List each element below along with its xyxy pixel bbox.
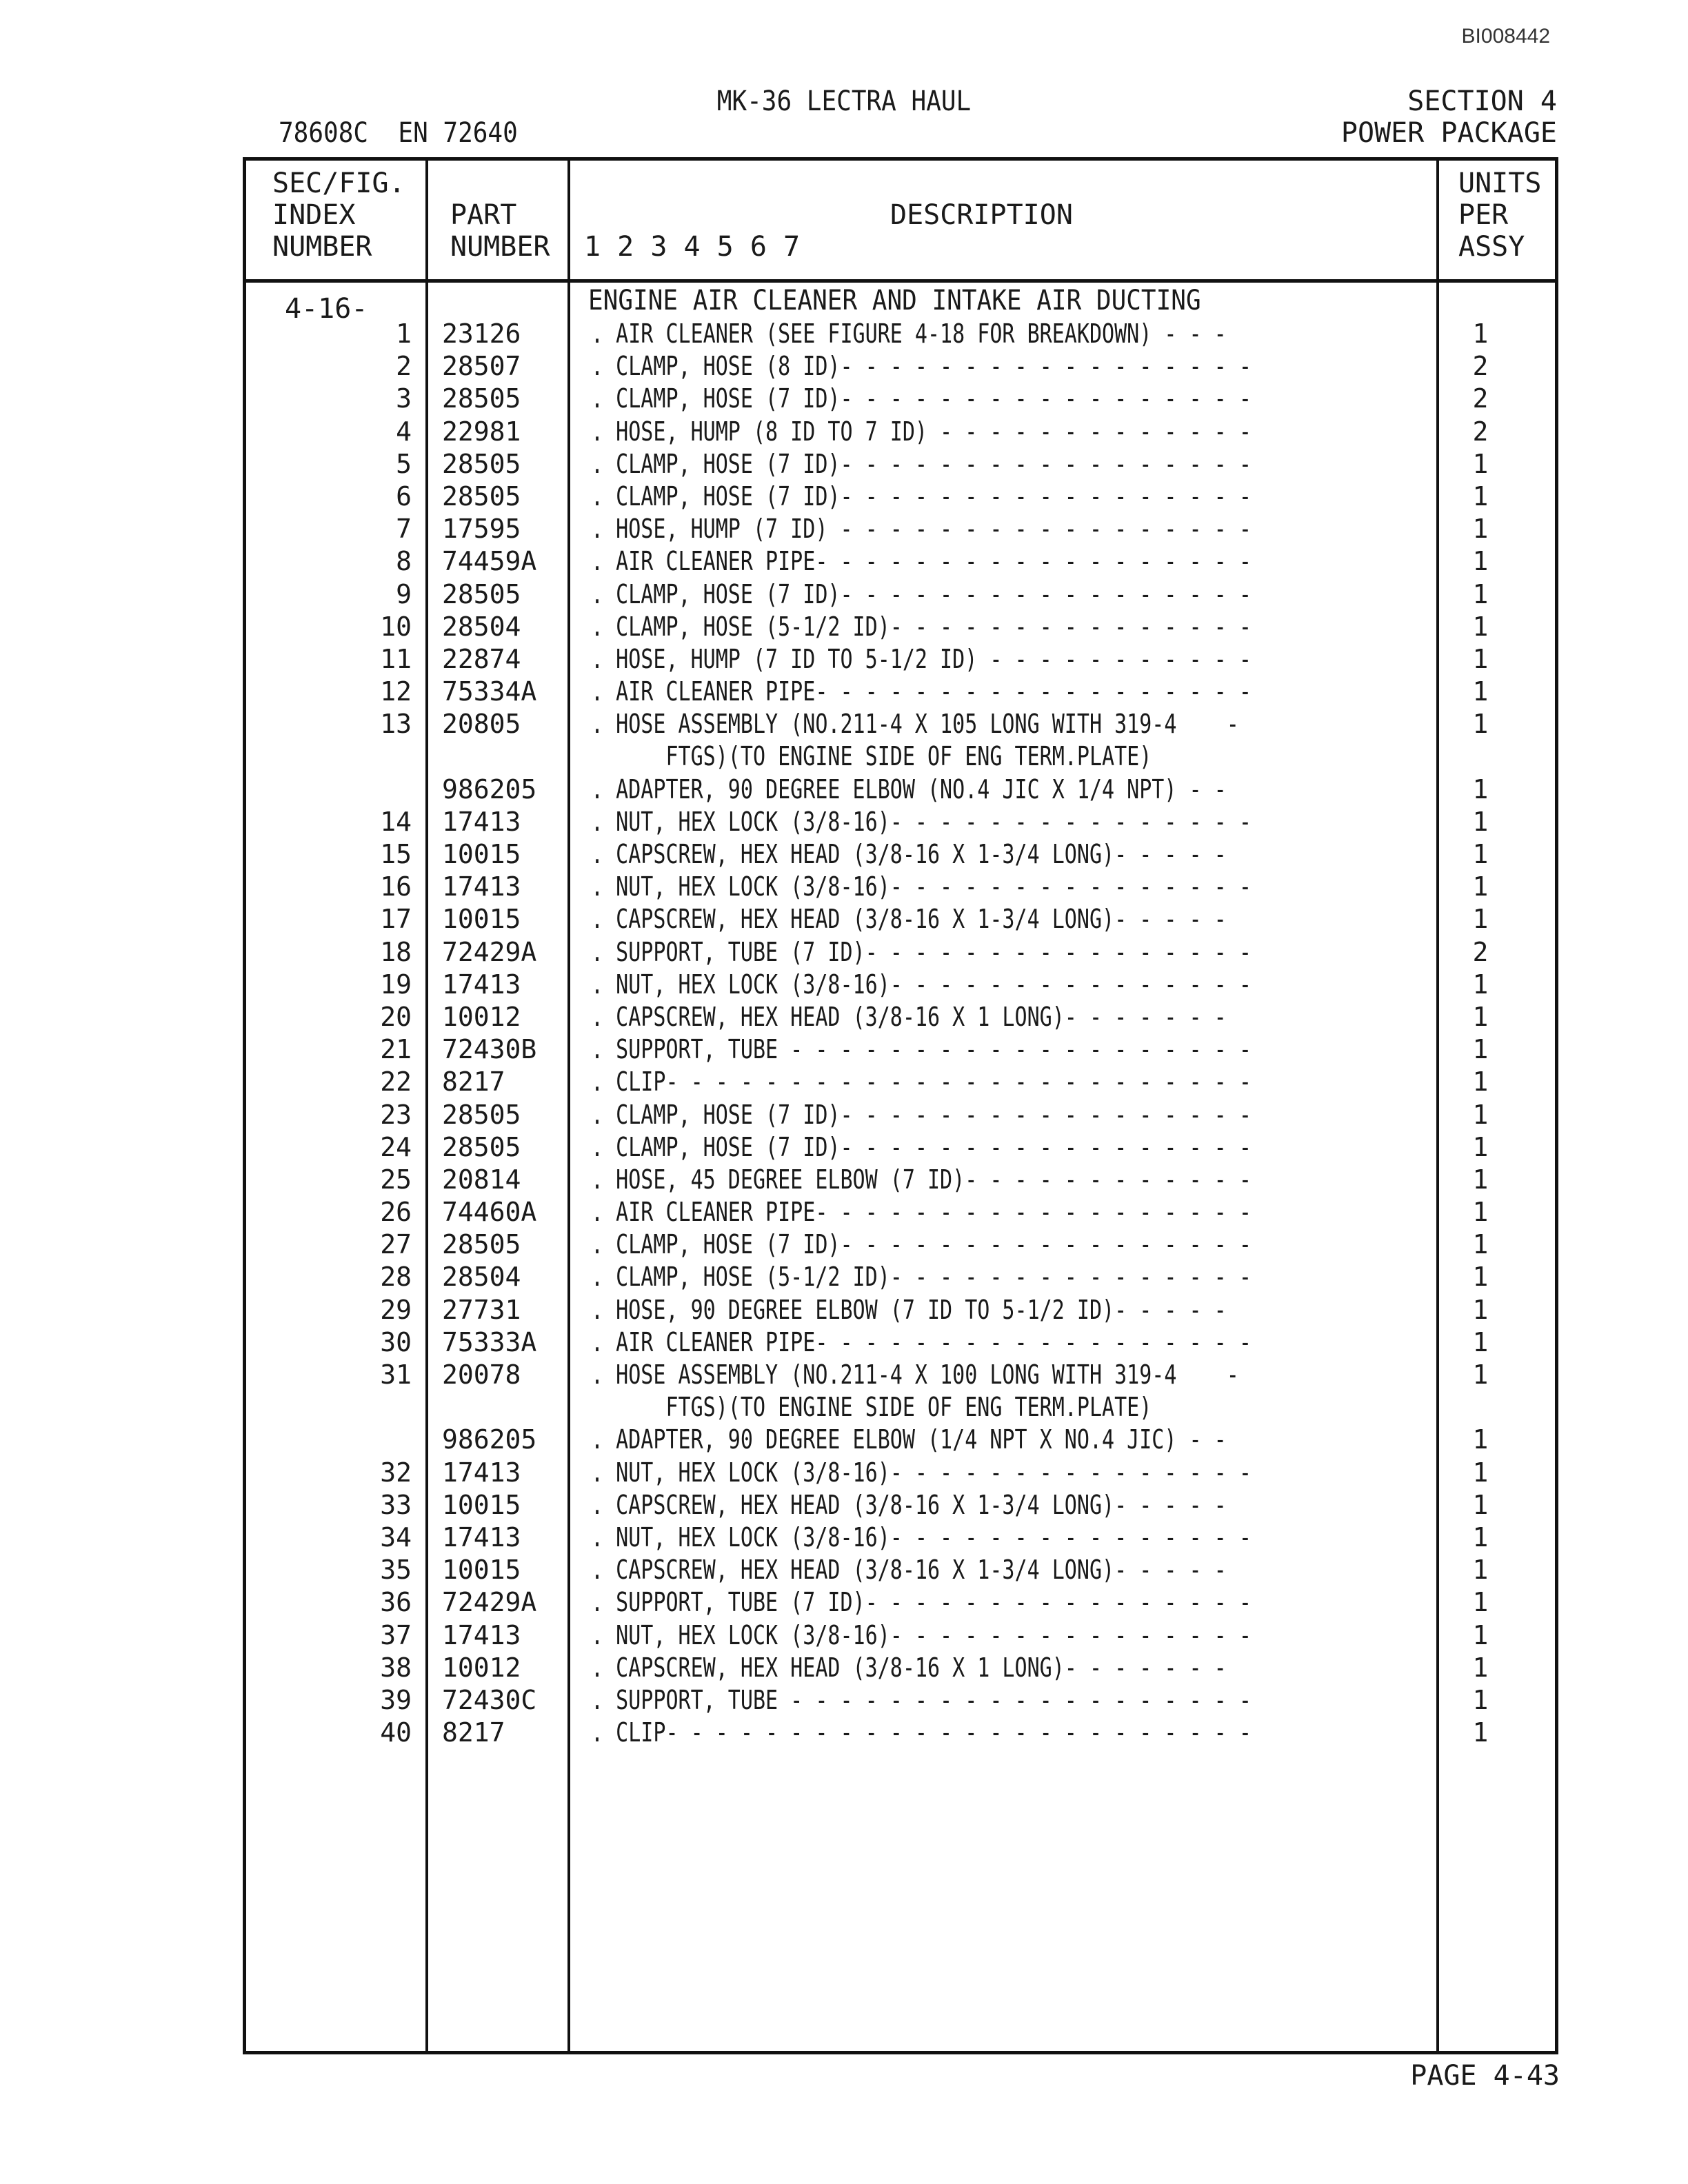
part-number: 17413 xyxy=(442,1619,521,1650)
table-row xyxy=(246,1261,1555,1293)
index-number: 19 xyxy=(380,969,412,1000)
table-row xyxy=(246,383,1555,415)
part-number: 17413 xyxy=(442,806,521,837)
table-row xyxy=(246,643,1555,676)
description: . CLAMP, HOSE (7 ID)- - - - - - - - - - - - - - - - - xyxy=(591,448,1252,479)
units-per-assy: 1 xyxy=(1472,709,1489,740)
part-number: 75333A xyxy=(442,1326,537,1357)
page-number: PAGE 4-43 xyxy=(1410,2060,1560,2092)
part-number: 22981 xyxy=(442,416,521,447)
units-per-assy: 1 xyxy=(1472,806,1489,837)
index-number: 20 xyxy=(380,1001,412,1032)
index-number: 2 xyxy=(396,351,412,382)
description: . CAPSCREW, HEX HEAD (3/8-16 X 1-3/4 LONG)- - - - - xyxy=(591,1555,1227,1586)
table-row xyxy=(246,871,1555,903)
index-number: 7 xyxy=(396,514,412,545)
part-number: 75334A xyxy=(442,676,537,707)
index-number: 24 xyxy=(380,1131,412,1162)
description: . CLIP- - - - - - - - - - - - - - - - - - - - - - - - xyxy=(591,1717,1252,1748)
units-per-assy: 1 xyxy=(1472,448,1489,479)
part-number: 986205 xyxy=(442,774,537,805)
description: . SUPPORT, TUBE - - - - - - - - - - - - - - - - - - - xyxy=(591,1034,1252,1065)
part-number: 20805 xyxy=(442,709,521,740)
part-number: 10015 xyxy=(442,1555,521,1586)
table-row xyxy=(246,1196,1555,1228)
description: . CLAMP, HOSE (7 ID)- - - - - - - - - - - - - - - - - xyxy=(591,383,1252,414)
section-heading xyxy=(1341,85,1557,149)
part-number: 27731 xyxy=(442,1294,521,1325)
index-number: 11 xyxy=(380,643,412,674)
part-number: 8217 xyxy=(442,1717,505,1748)
model-number: 78608C EN 72640 xyxy=(279,117,518,149)
description: . CLAMP, HOSE (7 ID)- - - - - - - - - - - - - - - - - xyxy=(591,1229,1252,1260)
units-per-assy: 1 xyxy=(1472,1262,1489,1293)
units-per-assy: 1 xyxy=(1472,1131,1489,1162)
units-per-assy: 2 xyxy=(1472,383,1489,414)
index-number: 39 xyxy=(380,1684,412,1715)
index-number: 21 xyxy=(380,1034,412,1065)
table-row xyxy=(246,545,1555,578)
part-number: 28505 xyxy=(442,1131,521,1162)
index-number: 13 xyxy=(380,709,412,740)
description: . AIR CLEANER PIPE- - - - - - - - - - - - - - - - - - xyxy=(591,676,1252,707)
description: . SUPPORT, TUBE (7 ID)- - - - - - - - - - - - - - - - xyxy=(591,936,1252,967)
units-per-assy: 1 xyxy=(1472,1424,1489,1455)
description: . NUT, HEX LOCK (3/8-16)- - - - - - - - - - - - - - - xyxy=(591,806,1252,837)
index-number: 22 xyxy=(380,1066,412,1098)
part-number: 72430B xyxy=(442,1034,537,1065)
index-number: 26 xyxy=(380,1197,412,1228)
description: . HOSE, 45 DEGREE ELBOW (7 ID)- - - - - - - - - - - - xyxy=(591,1164,1252,1195)
description: . CLAMP, HOSE (7 ID)- - - - - - - - - - - - - - - - - xyxy=(591,1131,1252,1162)
table-row xyxy=(246,708,1555,740)
table-row xyxy=(246,481,1555,513)
units-column-header: UNITS PER ASSY xyxy=(1458,168,1542,263)
units-per-assy: 1 xyxy=(1472,546,1489,577)
index-number: 34 xyxy=(380,1521,412,1553)
part-number: 17413 xyxy=(442,1457,521,1488)
index-number: 16 xyxy=(380,871,412,902)
table-row xyxy=(246,1391,1555,1424)
index-number: 1 xyxy=(396,318,412,349)
table-row xyxy=(246,318,1555,350)
header-divider xyxy=(246,279,1555,283)
part-number: 17413 xyxy=(442,1521,521,1553)
part-number: 74460A xyxy=(442,1197,537,1228)
units-per-assy: 1 xyxy=(1472,969,1489,1000)
index-number: 29 xyxy=(380,1294,412,1325)
table-row xyxy=(246,1521,1555,1554)
index-number: 31 xyxy=(380,1359,412,1390)
index-number: 9 xyxy=(396,578,412,609)
units-per-assy: 1 xyxy=(1472,578,1489,609)
index-number: 40 xyxy=(380,1717,412,1748)
part-number: 10015 xyxy=(442,839,521,869)
table-row xyxy=(246,1001,1555,1033)
part-number: 986205 xyxy=(442,1424,537,1455)
part-number: 22874 xyxy=(442,643,521,674)
description: . CLAMP, HOSE (8 ID)- - - - - - - - - - - - - - - - - xyxy=(591,351,1252,382)
index-number: 3 xyxy=(396,383,412,414)
index-number: 15 xyxy=(380,839,412,869)
units-per-assy: 1 xyxy=(1472,1619,1489,1650)
index-number: 28 xyxy=(380,1262,412,1293)
table-row xyxy=(246,1066,1555,1098)
subsection-label: POWER PACKAGE xyxy=(1340,117,1557,149)
part-number: 17413 xyxy=(442,969,521,1000)
part-number: 28505 xyxy=(442,481,521,512)
part-number: 28505 xyxy=(442,1229,521,1260)
description: . ADAPTER, 90 DEGREE ELBOW (NO.4 JIC X 1/4 NPT) - - xyxy=(591,774,1227,805)
table-row xyxy=(246,513,1555,545)
table-row xyxy=(246,1359,1555,1391)
table-row xyxy=(246,350,1555,383)
part-number: 74459A xyxy=(442,546,537,577)
index-number: 5 xyxy=(396,448,412,479)
table-row xyxy=(246,1619,1555,1652)
part-number: 23126 xyxy=(442,318,521,349)
units-per-assy: 1 xyxy=(1472,1294,1489,1325)
part-number: 20078 xyxy=(442,1359,521,1390)
description: . AIR CLEANER (SEE FIGURE 4-18 FOR BREAKDOWN) - - - xyxy=(591,318,1227,349)
index-number: 27 xyxy=(380,1229,412,1260)
part-number: 72430C xyxy=(442,1684,537,1715)
description: . NUT, HEX LOCK (3/8-16)- - - - - - - - - - - - - - - xyxy=(591,1457,1252,1488)
units-per-assy: 1 xyxy=(1472,514,1489,545)
description: . HOSE ASSEMBLY (NO.211-4 X 100 LONG WITH 319-4 - xyxy=(591,1359,1239,1390)
units-per-assy: 1 xyxy=(1472,643,1489,674)
units-per-assy: 1 xyxy=(1472,1521,1489,1553)
units-per-assy: 1 xyxy=(1472,1326,1489,1357)
index-number: 33 xyxy=(380,1489,412,1520)
index-number: 32 xyxy=(380,1457,412,1488)
description: . AIR CLEANER PIPE- - - - - - - - - - - - - - - - - - xyxy=(591,1197,1252,1228)
table-row xyxy=(246,578,1555,611)
table-row xyxy=(246,1424,1555,1456)
description: . NUT, HEX LOCK (3/8-16)- - - - - - - - - - - - - - - xyxy=(591,1619,1252,1650)
units-per-assy: 1 xyxy=(1472,839,1489,869)
table-row xyxy=(246,1131,1555,1164)
units-per-assy: 2 xyxy=(1472,416,1489,447)
part-number: 10012 xyxy=(442,1001,521,1032)
description: . CLAMP, HOSE (7 ID)- - - - - - - - - - - - - - - - - xyxy=(591,1099,1252,1130)
index-number: 36 xyxy=(380,1587,412,1618)
part-number: 28505 xyxy=(442,1099,521,1130)
table-row xyxy=(246,1684,1555,1717)
index-number: 30 xyxy=(380,1326,412,1357)
part-number: 17413 xyxy=(442,871,521,902)
description: . HOSE, HUMP (7 ID TO 5-1/2 ID) - - - - - - - - - - - xyxy=(591,643,1252,674)
index-number: 17 xyxy=(380,904,412,935)
description: . CLAMP, HOSE (5-1/2 ID)- - - - - - - - - - - - - - - xyxy=(591,611,1252,642)
units-per-assy: 1 xyxy=(1472,1099,1489,1130)
units-per-assy: 1 xyxy=(1472,318,1489,349)
units-per-assy: 1 xyxy=(1472,1652,1489,1683)
units-per-assy: 1 xyxy=(1472,774,1489,805)
description: . SUPPORT, TUBE (7 ID)- - - - - - - - - - - - - - - - xyxy=(591,1587,1252,1618)
description: . CLAMP, HOSE (5-1/2 ID)- - - - - - - - - - - - - - - xyxy=(591,1262,1252,1293)
table-row xyxy=(246,676,1555,708)
units-per-assy: 1 xyxy=(1472,1034,1489,1065)
table-row xyxy=(246,1457,1555,1489)
table-row xyxy=(246,1164,1555,1196)
units-per-assy: 1 xyxy=(1472,1359,1489,1390)
part-number: 17595 xyxy=(442,514,521,545)
index-number: 25 xyxy=(380,1164,412,1195)
description: . HOSE, HUMP (7 ID) - - - - - - - - - - - - - - - - - xyxy=(591,514,1252,545)
index-number: 38 xyxy=(380,1652,412,1683)
table-row xyxy=(246,838,1555,871)
part-column-header: PART NUMBER xyxy=(450,199,550,263)
part-number: 28505 xyxy=(442,383,521,414)
table-row xyxy=(246,1294,1555,1326)
part-number: 8217 xyxy=(442,1066,505,1098)
document-id: BI008442 xyxy=(1461,25,1550,48)
units-per-assy: 1 xyxy=(1472,1229,1489,1260)
table-row xyxy=(246,1717,1555,1749)
table-row xyxy=(246,1586,1555,1619)
indent-digits-header: 1 2 3 4 5 6 7 xyxy=(584,231,801,263)
section-label: SECTION 4 xyxy=(1407,85,1557,117)
index-number: 4 xyxy=(396,416,412,447)
index-number: 35 xyxy=(380,1555,412,1586)
units-per-assy: 1 xyxy=(1472,1001,1489,1032)
units-per-assy: 1 xyxy=(1472,1066,1489,1098)
table-row xyxy=(246,1099,1555,1131)
description-column-header: DESCRIPTION xyxy=(890,199,1073,231)
description: . NUT, HEX LOCK (3/8-16)- - - - - - - - - - - - - - - xyxy=(591,1521,1252,1553)
description: . NUT, HEX LOCK (3/8-16)- - - - - - - - - - - - - - - xyxy=(591,871,1252,902)
units-per-assy: 1 xyxy=(1472,1197,1489,1228)
index-number: 12 xyxy=(380,676,412,707)
part-number: 20814 xyxy=(442,1164,521,1195)
part-number: 28505 xyxy=(442,448,521,479)
description: . NUT, HEX LOCK (3/8-16)- - - - - - - - - - - - - - - xyxy=(591,969,1252,1000)
index-number: 14 xyxy=(380,806,412,837)
table-row xyxy=(246,903,1555,936)
table-row xyxy=(246,806,1555,838)
description: . CAPSCREW, HEX HEAD (3/8-16 X 1-3/4 LONG)- - - - - xyxy=(591,904,1227,935)
description: . CLIP- - - - - - - - - - - - - - - - - - - - - - - - xyxy=(591,1066,1252,1098)
description: . CLAMP, HOSE (7 ID)- - - - - - - - - - - - - - - - - xyxy=(591,481,1252,512)
part-number: 10015 xyxy=(442,1489,521,1520)
units-per-assy: 1 xyxy=(1472,1489,1489,1520)
table-row xyxy=(246,448,1555,481)
description: . AIR CLEANER PIPE- - - - - - - - - - - - - - - - - - xyxy=(591,1326,1252,1357)
description: . CAPSCREW, HEX HEAD (3/8-16 X 1-3/4 LONG)- - - - - xyxy=(591,839,1227,869)
index-number: 23 xyxy=(380,1099,412,1130)
index-number: 18 xyxy=(380,936,412,967)
description: . CAPSCREW, HEX HEAD (3/8-16 X 1 LONG)- - - - - - - xyxy=(591,1652,1227,1683)
part-number: 28507 xyxy=(442,351,521,382)
description: . HOSE ASSEMBLY (NO.211-4 X 105 LONG WITH 319-4 - xyxy=(591,709,1239,740)
table-row xyxy=(246,740,1555,773)
index-number: 6 xyxy=(396,481,412,512)
table-row xyxy=(246,1033,1555,1066)
table-row xyxy=(246,611,1555,643)
description: . ADAPTER, 90 DEGREE ELBOW (1/4 NPT X NO.4 JIC) - - xyxy=(591,1424,1227,1455)
parts-list xyxy=(246,318,1555,1749)
part-number: 72429A xyxy=(442,936,537,967)
figure-index-label: 4-16- xyxy=(285,293,368,325)
description: . CLAMP, HOSE (7 ID)- - - - - - - - - - - - - - - - - xyxy=(591,578,1252,609)
units-per-assy: 2 xyxy=(1472,351,1489,382)
index-number: 8 xyxy=(396,546,412,577)
units-per-assy: 1 xyxy=(1472,1164,1489,1195)
part-number: 10015 xyxy=(442,904,521,935)
part-number: 28504 xyxy=(442,1262,521,1293)
table-row xyxy=(246,1228,1555,1261)
units-per-assy: 1 xyxy=(1472,1555,1489,1586)
units-per-assy: 1 xyxy=(1472,481,1489,512)
units-per-assy: 1 xyxy=(1472,611,1489,642)
index-number: 10 xyxy=(380,611,412,642)
index-number: 37 xyxy=(380,1619,412,1650)
part-number: 72429A xyxy=(442,1587,537,1618)
part-number: 28505 xyxy=(442,578,521,609)
description: FTGS)(TO ENGINE SIDE OF ENG TERM.PLATE) xyxy=(591,741,1152,772)
table-row xyxy=(246,936,1555,969)
part-number: 28504 xyxy=(442,611,521,642)
table-row xyxy=(246,774,1555,806)
table-row xyxy=(246,969,1555,1001)
table-row xyxy=(246,1554,1555,1586)
description: . HOSE, 90 DEGREE ELBOW (7 ID TO 5-1/2 ID)- - - - - xyxy=(591,1294,1227,1325)
units-per-assy: 1 xyxy=(1472,676,1489,707)
description: . CAPSCREW, HEX HEAD (3/8-16 X 1 LONG)- - - - - - - xyxy=(591,1001,1227,1032)
index-column-header: SEC/FIG. INDEX NUMBER xyxy=(272,168,405,263)
group-title: ENGINE AIR CLEANER AND INTAKE AIR DUCTING xyxy=(588,285,1201,316)
table-row xyxy=(246,1652,1555,1684)
units-per-assy: 1 xyxy=(1472,1717,1489,1748)
description: . HOSE, HUMP (8 ID TO 7 ID) - - - - - - - - - - - - - xyxy=(591,416,1252,447)
units-per-assy: 2 xyxy=(1472,936,1489,967)
units-per-assy: 1 xyxy=(1472,1587,1489,1618)
page-title: MK-36 LECTRA HAUL xyxy=(716,85,972,117)
parts-table xyxy=(243,157,1558,2054)
units-per-assy: 1 xyxy=(1472,904,1489,935)
table-row xyxy=(246,416,1555,448)
units-per-assy: 1 xyxy=(1472,871,1489,902)
part-number: 10012 xyxy=(442,1652,521,1683)
units-per-assy: 1 xyxy=(1472,1457,1489,1488)
description: . AIR CLEANER PIPE- - - - - - - - - - - - - - - - - - xyxy=(591,546,1252,577)
description: FTGS)(TO ENGINE SIDE OF ENG TERM.PLATE) xyxy=(591,1392,1152,1423)
description: . CAPSCREW, HEX HEAD (3/8-16 X 1-3/4 LONG)- - - - - xyxy=(591,1489,1227,1520)
table-row xyxy=(246,1326,1555,1359)
table-row xyxy=(246,1489,1555,1521)
description: . SUPPORT, TUBE - - - - - - - - - - - - - - - - - - - xyxy=(591,1684,1252,1715)
units-per-assy: 1 xyxy=(1472,1684,1489,1715)
